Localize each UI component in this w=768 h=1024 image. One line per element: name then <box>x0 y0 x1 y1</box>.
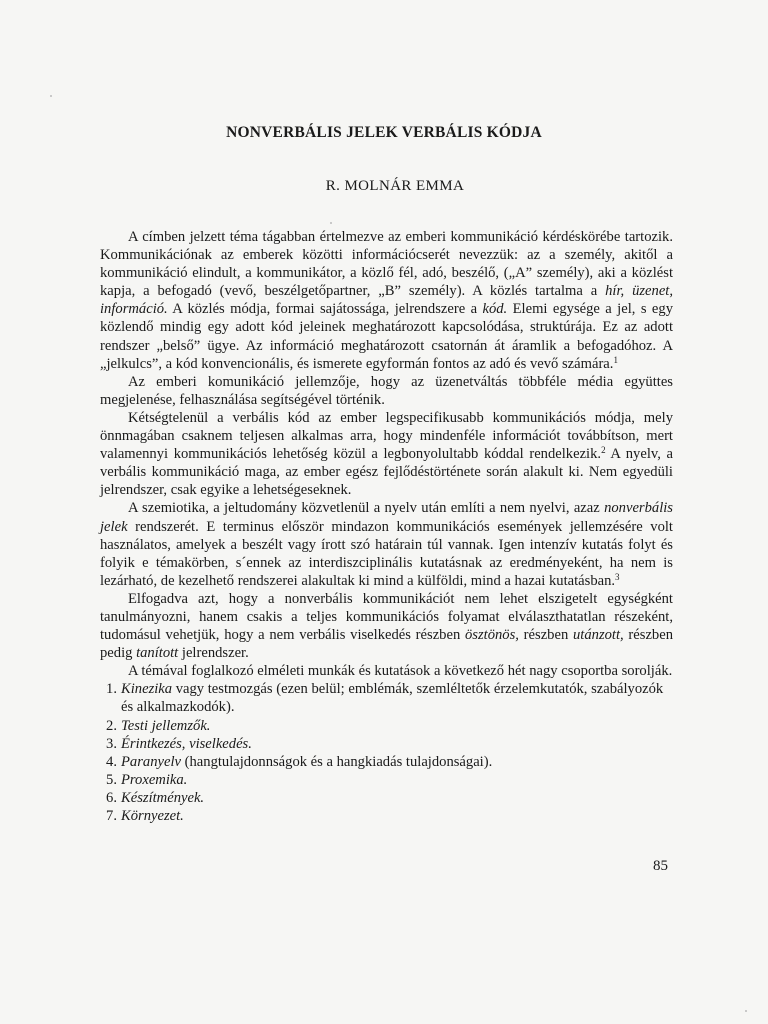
paragraph <box>100 590 673 662</box>
emphasized-term: Készítmények. <box>121 789 205 806</box>
category-list <box>100 680 673 825</box>
emphasized-term: nonverbális jelek <box>100 500 673 535</box>
emphasized-term: Paranyelv <box>121 753 181 770</box>
text-run: Az emberi komunikáció jellemzője, hogy az üzenetváltás többféle média együttes megjelenése, felhasználása segítségével történik. <box>100 373 673 408</box>
emphasized-term: Testi jellemzők. <box>121 717 211 734</box>
list-item-number: 6. <box>106 789 117 806</box>
list-item-text <box>121 680 673 716</box>
paragraph <box>100 373 673 409</box>
list-item <box>100 789 673 807</box>
footnote-ref: 1 <box>613 354 618 365</box>
list-item <box>100 680 673 716</box>
list-item <box>100 753 673 771</box>
emphasized-term: utánzott, <box>573 627 624 644</box>
list-item <box>100 735 673 753</box>
text-run: A témával foglalkozó elméleti munkák és kutatások a következő hét nagy csoportba sorolják. <box>128 663 673 680</box>
emphasized-term: Proxemika. <box>121 771 188 788</box>
text-run: Elemi egysége a jel, s egy közlendő mindig egy adott kód jeleinek meghatározott kapcsolódása, struktúrája. Ez az adott rendszer „belső” ügye. Az információ meghatározott csatornán át áramlik a befogadóhoz. A „jelkulcs”, a kód konvencionális, és ismerete egyformán fontos az adó és vevő számára. <box>100 301 673 372</box>
list-item-number: 1. <box>106 681 117 698</box>
text-run: Elfogadva azt, hogy a nonverbális kommunikációt nem lehet elszigetelt egységként tanulmányozni, hanem csakis a teljes kommunikációs folyamat elválaszthatatlan részeként, tudomásul vehetjük, hogy a nem verbális viselkedés részben <box>100 590 673 644</box>
emphasized-term: kód. <box>482 301 508 318</box>
list-item-text <box>121 771 673 789</box>
text-run: A nyelv, a verbális kommunikáció maga, az ember egész fejlődéstörténete során alakult ki. Nem egyedüli jelrendszer, csak egyike a lehetségeseknek. <box>100 446 673 499</box>
list-item-text <box>121 753 673 771</box>
text-run: részben <box>518 627 573 644</box>
emphasized-term: ösztönös, <box>465 627 519 644</box>
paragraph <box>100 228 673 373</box>
list-item <box>100 807 673 825</box>
list-item <box>100 717 673 735</box>
list-item-number: 7. <box>106 808 117 824</box>
list-item-number: 5. <box>106 771 117 788</box>
text-run: A közlés módja, formai sajátossága, jelrendszere a <box>167 301 483 318</box>
list-item-text <box>121 717 673 735</box>
emphasized-term: hír, üzenet, információ. <box>100 283 674 318</box>
list-item-text <box>121 789 673 807</box>
footnote-ref: 2 <box>601 445 606 456</box>
text-run: Kétségtelenül a verbális kód az ember legspecifikusabb kommunikációs módja, mely önnmagában csaknem teljesen alkalmas arra, hogy mindenféle információt továbbítson, mert valamennyi kommunikációs lehetőség közül a legbonyolultabb kóddal rendelkezik. <box>100 409 673 463</box>
emphasized-term: Érintkezés, viselkedés. <box>121 735 252 752</box>
list-item-number: 4. <box>106 753 117 770</box>
text-run: rendszerét. E terminus először mindazon kommunikációs események jellemzésére volt használatos, amelyek a beszélt vagy írott szó határain túl vannak. Igen intenzív kutatás folyt és folyik e témakörben, s´ennek az interdiszciplinális kutatásnak az eredményeként, ha nem is lezárható, de kezelhető rendszerei alakultak ki mind a külföldi, mind a hazai kutatásban. <box>100 518 673 589</box>
paragraph <box>100 409 673 499</box>
text-run: A címben jelzett téma tágabban értelmezve az emberi kommunikáció kérdéskörébe tartozik. Kommunikációnak az emberek közötti információcserét nevezzük: az a személy, akitől a kommunikáció elindult, a kommunikátor, a közlő fél, adó, beszélő, („A” személy), aki a közlést kapja, a befogadó (vevő, beszélgetőpartner, „B” személy). A közlés tartalma a <box>100 229 673 300</box>
list-item-text <box>121 735 673 753</box>
text-run: (hangtulajdonnságok és a hangkiadás tulajdonságai). <box>180 753 493 770</box>
scan-speck <box>745 1010 747 1012</box>
text-run: A szemiotika, a jeltudomány közvetlenül a nyelv után említi a nem nyelvi, azaz <box>128 500 605 517</box>
text-run: részben pedig <box>100 627 673 662</box>
article-body <box>100 228 673 825</box>
emphasized-term: Kinezika <box>121 681 173 698</box>
text-run: jelrendszer. <box>178 645 249 662</box>
paragraphs <box>100 228 673 680</box>
footnote-ref: 3 <box>615 571 620 582</box>
emphasized-term: Környezet. <box>121 808 184 824</box>
article-author: R. MOLNÁR EMMA <box>325 178 465 194</box>
list-item <box>100 771 673 789</box>
list-item-number: 2. <box>106 717 117 734</box>
scan-speck <box>50 95 52 97</box>
list-item-text <box>121 807 673 825</box>
paragraph <box>100 499 673 589</box>
paragraph <box>100 662 673 680</box>
text-run: vagy testmozgás (ezen belül; emblémák, szemléltetők érzelemkutatók, szabályozók és alkalmazkodók). <box>121 681 664 716</box>
page-number: 85 <box>653 858 668 874</box>
emphasized-term: tanított <box>136 645 179 662</box>
scan-speck <box>330 222 332 224</box>
article-title: NONVERBÁLIS JELEK VERBÁLIS KÓDJA <box>226 124 542 141</box>
list-item-number: 3. <box>106 735 117 752</box>
